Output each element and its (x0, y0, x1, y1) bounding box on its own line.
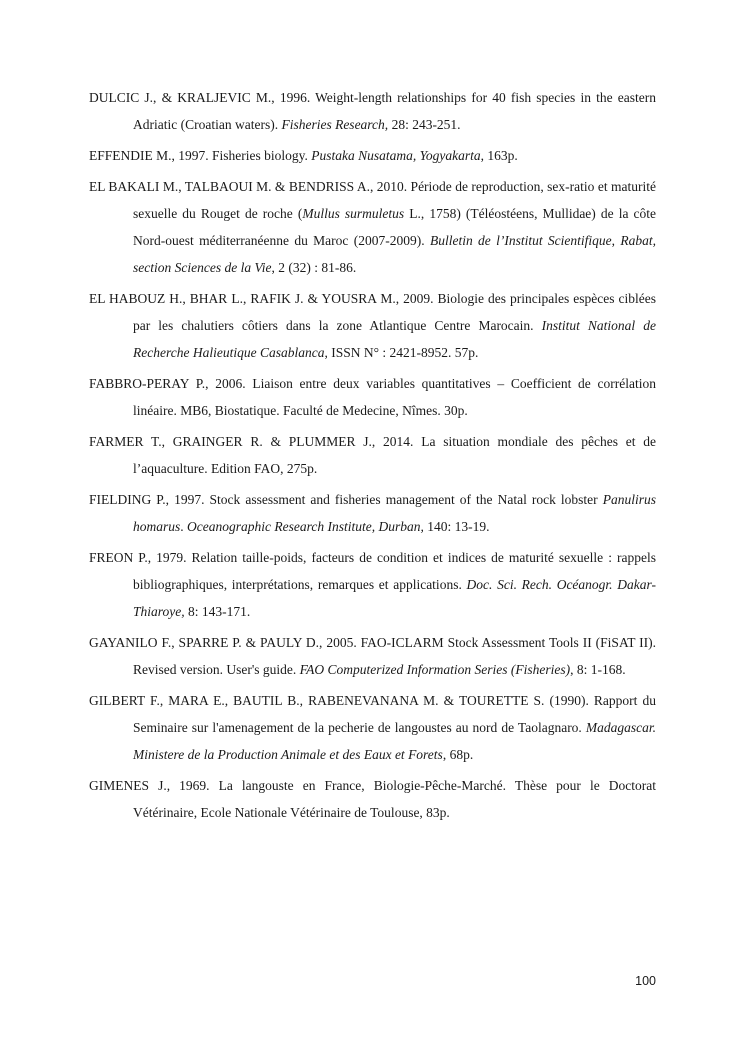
page-number: 100 (635, 974, 656, 988)
reference-text: FIELDING P., 1997. Stock assessment and fisheries management of the Natal rock lobster (89, 492, 603, 507)
reference-text: , 163p. (480, 148, 518, 163)
reference-entry (89, 370, 656, 424)
reference-entry (89, 173, 656, 281)
reference-source-italic: Mullus surmuletus (302, 206, 405, 221)
reference-source-italic: Oceanographic Research Institute, Durban, (187, 519, 424, 534)
reference-text: FARMER T., GRAINGER R. & PLUMMER J., 2014. La situation mondiale des pêches et de l’aquaculture. Edition FAO, 275p. (89, 434, 656, 476)
reference-entry (89, 285, 656, 366)
reference-entry (89, 142, 656, 169)
reference-text: EL BAKALI M., TALBAOUI M. & BENDRISS A., 2010. Période de reproduction, sex-ratio et maturité sexuelle du Rouget de roche ( (89, 179, 656, 221)
reference-text: , (611, 233, 621, 248)
reference-entry (89, 486, 656, 540)
reference-text: , 68p. (442, 747, 474, 762)
reference-source-italic: Doc. Sci. Rech. Océanogr. Dakar-Thiaroye, (133, 577, 656, 619)
reference-entry (89, 544, 656, 625)
reference-source-italic: Institut National de Recherche Halieutique Casablanca (133, 318, 656, 360)
reference-text: EFFENDIE M., 1997. Fisheries biology. (89, 148, 312, 163)
reference-source-italic: Pustaka Nusatama, Yogyakarta (311, 148, 481, 163)
reference-text: , 8: 1-168. (570, 662, 626, 677)
reference-entry (89, 428, 656, 482)
reference-text: FREON P., 1979. Relation taille-poids, facteurs de condition et indices de maturité sexuelle : rappels bibliographiques, interprétations, remarques et applications. (89, 550, 656, 592)
reference-text: L., 1758) (Téléostéens, Mullidae) de la côte Nord-ouest méditerranéenne du Maroc (2007-2009). (133, 206, 656, 248)
reference-text: 28: 243-251. (388, 117, 461, 132)
reference-entry (89, 772, 656, 826)
reference-entry (89, 84, 656, 138)
reference-text: GIMENES J., 1969. La langouste en France, Biologie-Pêche-Marché. Thèse pour le Doctorat Vétérinaire, Ecole Nationale Vétérinaire de Toulouse, 83p. (89, 778, 656, 820)
reference-source-italic: Bulletin de l’Institut Scientifique (429, 233, 612, 248)
reference-list (89, 84, 656, 830)
reference-source-italic: Panulirus homarus (133, 492, 656, 534)
reference-text: , 2 (32) : 81-86. (271, 260, 357, 275)
reference-source-italic: Fisheries Research, (281, 117, 389, 132)
reference-entry (89, 629, 656, 683)
reference-text: DULCIC J., & KRALJEVIC M., 1996. Weight-length relationships for 40 fish species in the eastern Adriatic (Croatian waters). (89, 90, 656, 132)
reference-text: GILBERT F., MARA E., BAUTIL B., RABENEVANANA M. & TOURETTE S. (1990). Rapport du Seminaire sur l'amenagement de la pecherie de langoustes au nord de Taolagnaro. (89, 693, 656, 735)
reference-text: 140: 13-19. (423, 519, 490, 534)
reference-text: EL HABOUZ H., BHAR L., RAFIK J. & YOUSRA M., 2009. Biologie des principales espèces ciblées par les chalutiers côtiers dans la zone Atlantique Centre Marocain. (89, 291, 656, 333)
reference-text: FABBRO-PERAY P., 2006. Liaison entre deux variables quantitatives – Coefficient de corrélation linéaire. MB6, Biostatique. Faculté de Medecine, Nîmes. 30p. (89, 376, 656, 418)
reference-text: . (180, 519, 188, 534)
reference-source-italic: Rabat, section Sciences de la Vie (133, 233, 657, 275)
reference-text: 8: 143-171. (184, 604, 251, 619)
reference-source-italic: Madagascar. Ministere de la Production Animale et des Eaux et Forets (133, 720, 656, 762)
reference-text: , ISSN N° : 2421-8952. 57p. (324, 345, 479, 360)
reference-entry (89, 687, 656, 768)
reference-source-italic: FAO Computerized Information Series (Fisheries) (299, 662, 571, 677)
reference-text: GAYANILO F., SPARRE P. & PAULY D., 2005. FAO-ICLARM Stock Assessment Tools II (FiSAT II). Revised version. User's guide. (89, 635, 656, 677)
